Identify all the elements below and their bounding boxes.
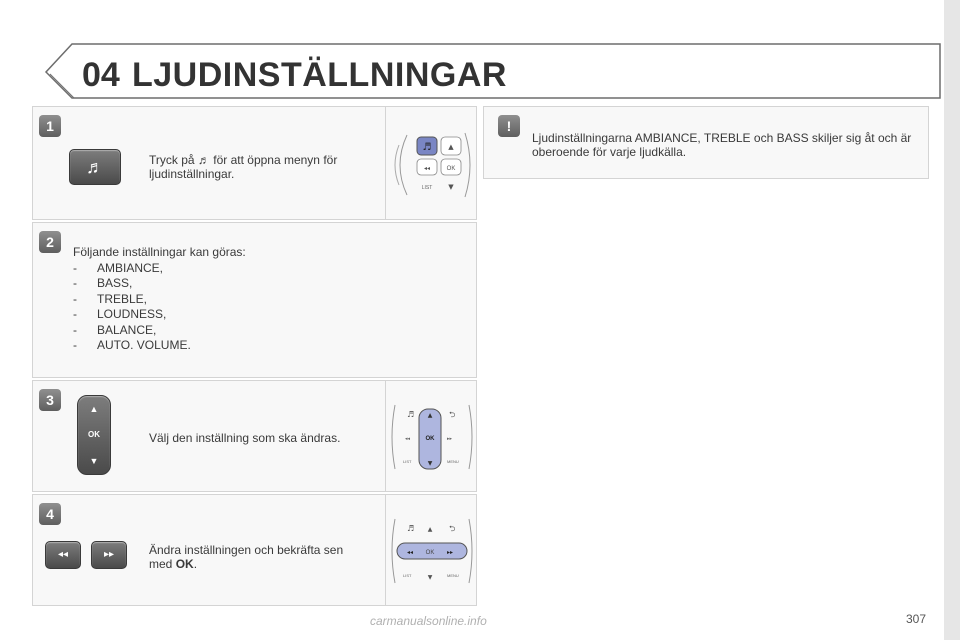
- svg-text:♬: ♬: [422, 142, 432, 153]
- page-edge-bar: [944, 0, 960, 640]
- step-4-text: Ändra inställningen och bekräfta sen med OK.: [149, 543, 344, 571]
- control-panel-illustration: [389, 131, 475, 199]
- step-2-badge: 2: [39, 231, 61, 253]
- step-2-box: [32, 222, 477, 378]
- ok-emphasis: OK: [175, 557, 194, 571]
- svg-text:▼: ▼: [427, 574, 433, 581]
- svg-text:♬: ♬: [407, 524, 415, 533]
- step-2-intro: Följande inställningar kan göras:: [73, 245, 246, 259]
- rewind-icon: ◂◂: [57, 549, 69, 560]
- page-number: 307: [906, 612, 927, 626]
- step-3-box: [32, 380, 477, 492]
- svg-text:▼: ▼: [427, 460, 433, 467]
- warning-icon: !: [498, 115, 520, 137]
- svg-text:LIST: LIST: [403, 573, 412, 578]
- settings-list: [73, 261, 191, 353]
- list-item: - LOUDNESS,: [73, 307, 167, 322]
- svg-text:MENU: MENU: [447, 459, 459, 464]
- svg-text:OK: OK: [425, 436, 435, 442]
- list-item: - AMBIANCE,: [73, 261, 164, 275]
- up-arrow-icon: ▲: [89, 404, 99, 414]
- svg-text:OK: OK: [446, 166, 456, 172]
- chapter-number: 04: [82, 56, 120, 94]
- step-3-badge: 3: [39, 389, 61, 411]
- forward-icon: ▸▸: [103, 549, 115, 560]
- control-panel-illustration: [389, 403, 475, 471]
- svg-text:⮌: ⮌: [449, 410, 456, 419]
- list-item: - BASS,: [73, 276, 133, 291]
- step-1-box: [32, 106, 477, 220]
- svg-text:OK: OK: [425, 550, 435, 556]
- page-title: LJUDINSTÄLLNINGAR: [132, 56, 507, 94]
- ok-label: OK: [88, 430, 100, 439]
- music-note-icon: ♬: [197, 153, 210, 167]
- svg-text:◂◂: ◂◂: [423, 165, 431, 172]
- note-text: Ljudinställningarna AMBIANCE, TREBLE och BASS skiljer sig åt och är oberoende för varje ljudkälla.: [532, 131, 912, 159]
- svg-text:▸▸: ▸▸: [447, 549, 454, 556]
- svg-text:LIST: LIST: [403, 459, 412, 464]
- list-item: - AUTO. VOLUME.: [73, 338, 191, 353]
- step-4-badge: 4: [39, 503, 61, 525]
- svg-text:⮌: ⮌: [449, 524, 456, 533]
- list-item: - TREBLE,: [73, 291, 148, 306]
- svg-text:MENU: MENU: [447, 573, 459, 578]
- down-arrow-icon: ▼: [89, 456, 99, 466]
- svg-text:◂◂: ◂◂: [407, 549, 414, 556]
- control-panel-illustration: [389, 517, 475, 585]
- forward-button-illustration: [91, 541, 127, 569]
- svg-text:▼: ▼: [448, 183, 454, 191]
- music-note-icon: ♬: [86, 157, 104, 177]
- step-1-text: Tryck på ♬ för att öppna menyn för ljudinställningar.: [149, 153, 338, 181]
- step-3-text: Välj den inställning som ska ändras.: [149, 431, 341, 445]
- rewind-button-illustration: [45, 541, 81, 569]
- svg-text:▲: ▲: [427, 412, 433, 419]
- music-button-illustration: [69, 149, 121, 185]
- svg-text:LIST: LIST: [421, 185, 433, 191]
- svg-text:▸▸: ▸▸: [447, 436, 453, 442]
- step-4-box: [32, 494, 477, 606]
- step-1-badge: 1: [39, 115, 61, 137]
- list-item: - BALANCE,: [73, 322, 157, 337]
- svg-text:♬: ♬: [407, 410, 415, 419]
- svg-text:◂◂: ◂◂: [405, 436, 411, 442]
- watermark: carmanualsonline.info: [370, 614, 487, 628]
- updown-ok-illustration: [77, 395, 111, 475]
- svg-text:▲: ▲: [448, 143, 454, 151]
- svg-text:▲: ▲: [427, 526, 433, 533]
- note-box: [483, 106, 929, 179]
